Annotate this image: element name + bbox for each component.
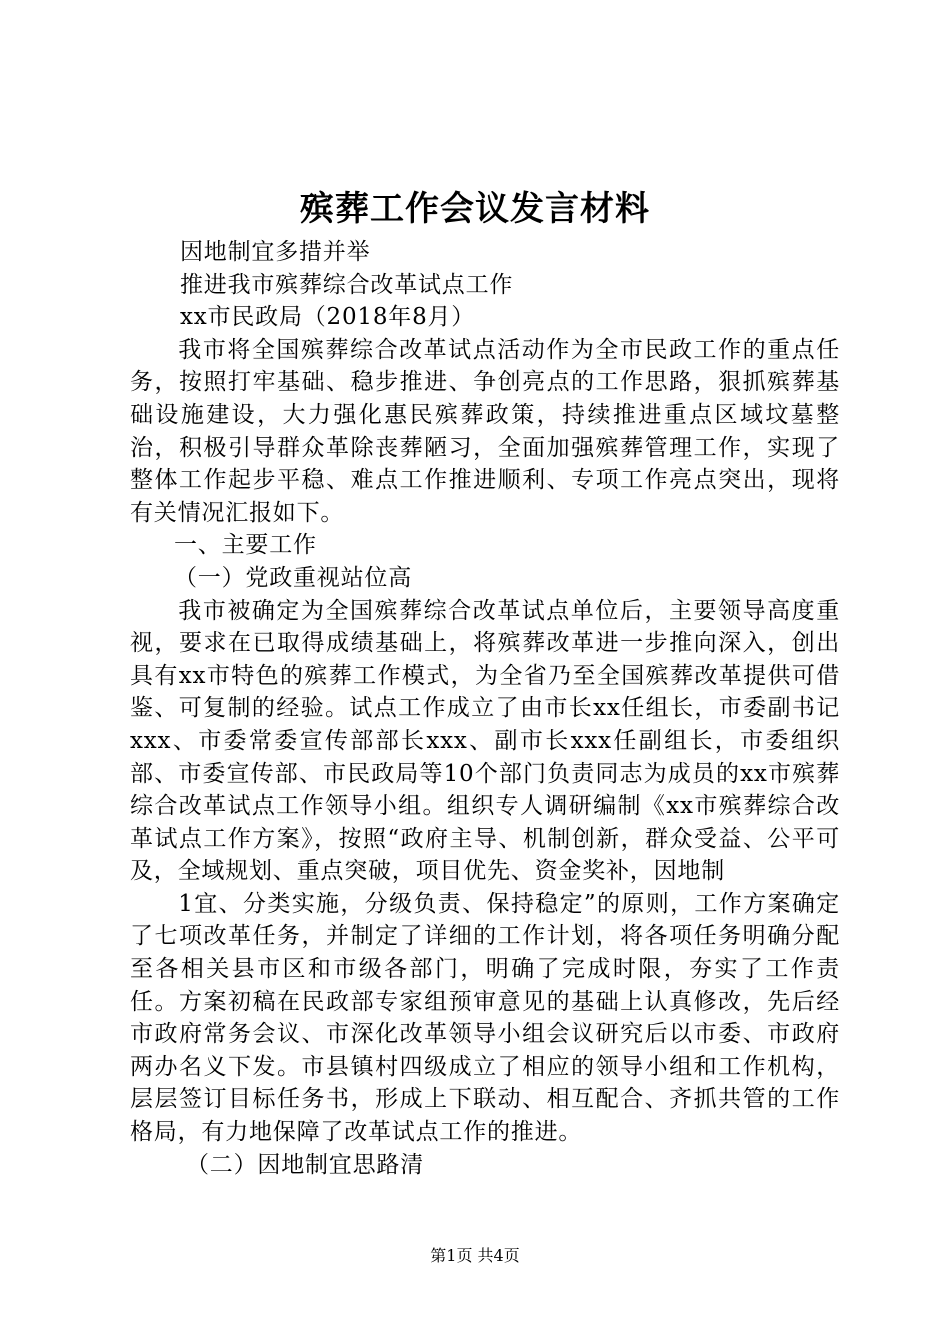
intro-paragraph: 我市将全国殡葬综合改革试点活动作为全市民政工作的重点任务，按照打牢基础、稳步推进、争创亮点的工作思路，狠抓殡葬基础设施建设，大力强化惠民殡葬政策，持续推进重点区域坟墓整治，积极引导群众革除丧葬陋习，全面加强殡葬管理工作，实现了整体工作起步平稳、难点工作推进顺利、专项工作亮点突出，现将有关情况汇报如下。 <box>130 336 840 526</box>
document-body <box>130 236 840 1181</box>
subtitle-line-2: 推进我市殡葬综合改革试点工作 <box>180 271 514 298</box>
body-paragraph-2: 1宜、分类实施，分级负责、保持稳定”的原则，工作方案确定了七项改革任务，并制定了详细的工作计划，将各项任务明确分配至各相关县市区和市级各部门，明确了完成时限，夯实了工作责任。方案初稿在民政部专家组预审意见的基础上认真修改，先后经市政府常务会议、市深化改革领导小组会议研究后以市委、市政府两办名义下发。市县镇村四级成立了相应的领导小组和工作机构，层层签订目标任务书，形成上下联动、相互配合、齐抓共管的工作格局，有力地保障了改革试点工作的推进。 <box>130 890 840 1146</box>
subsection-heading-2: （二）因地制宜思路清 <box>186 1151 424 1178</box>
page-footer: 第1页 共4页 <box>430 1246 520 1265</box>
author-line: xx市民政局（2018年8月） <box>180 304 476 331</box>
section-heading-1: 一、主要工作 <box>174 532 317 559</box>
subtitle-line-1: 因地制宜多措并举 <box>180 239 371 265</box>
subsection-heading-1: （一）党政重视站位高 <box>174 564 412 591</box>
body-paragraph-1: 我市被确定为全国殡葬综合改革试点单位后，主要领导高度重视，要求在已取得成绩基础上，将殡葬改革进一步推向深入，创出具有xx市特色的殡葬工作模式，为全省乃至全国殡葬改革提供可借鉴、可复制的经验。试点工作成立了由市长xx任组长，市委副书记xxx、市委常委宣传部部长xxx、副市长xxx任副组长，市委组织部、市委宣传部、市民政局等10个部门负责同志为成员的xx市殡葬综合改革试点工作领导小组。组织专人调研编制《xx市殡葬综合改革试点工作方案》，按照“政府主导、机制创新，群众受益、公平可及，全域规划、重点突破，项目优先、资金奖补，因地制 <box>130 597 840 885</box>
document-title: 殡葬工作会议发言材料 <box>300 189 650 229</box>
